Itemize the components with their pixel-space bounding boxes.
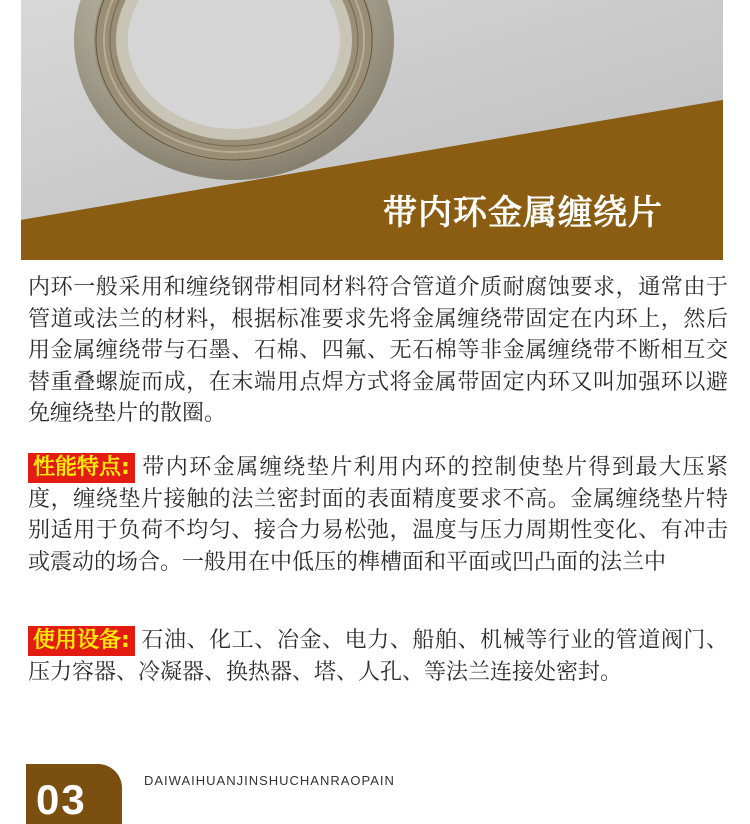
section-number: 03 [36, 776, 87, 823]
section-number-badge [26, 764, 122, 824]
product-photo-frame [21, 0, 723, 260]
photo-caption: 带内环金属缠绕片 [383, 193, 663, 233]
features-text: 带内环金属缠绕垫片利用内环的控制使垫片得到最大压紧度，缠绕垫片接触的法兰密封面的表面精度要求不高。金属缠绕垫片特别适用于负荷不均匀、接合力易松弛，温度与压力周期性变化、有冲击或震动的场合。一般用在中低压的榫槽面和平面或凹凸面的法兰中 [28, 455, 728, 575]
intro-paragraph: 内环一般采用和缠绕钢带相同材料符合管道介质耐腐蚀要求，通常由于管道或法兰的材料，根据标准要求先将金属缠绕带固定在内环上，然后用金属缠绕带与石墨、石棉、四氟、无石棉等非金属缠绕带不断相互交替重叠螺旋而成，在末端用点焊方式将金属带固定内环又叫加强环以避免缠绕垫片的散圈。 [28, 275, 728, 426]
usage-tag: 使用设备: [28, 626, 135, 656]
features-paragraph [28, 452, 728, 578]
section-subtitle: DAIWAIHUANJINSHUCHANRAOPAIN [144, 773, 395, 788]
features-tag: 性能特点: [28, 453, 135, 483]
usage-text: 石油、化工、冶金、电力、船舶、机械等行业的管道阀门、压力容器、冷凝器、换热器、塔、人孔、等法兰连接处密封。 [28, 628, 728, 685]
usage-paragraph [28, 625, 728, 688]
